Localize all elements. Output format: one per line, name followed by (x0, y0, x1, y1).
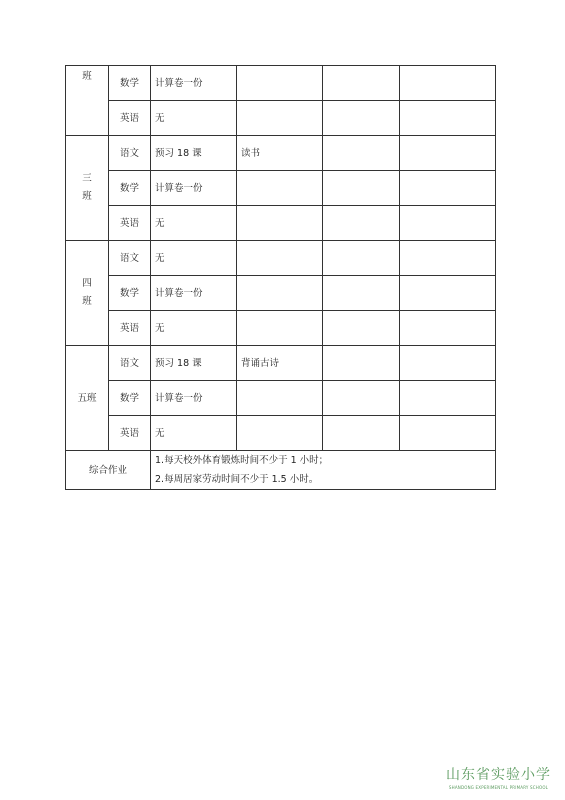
task-cell: 计算卷一份 (151, 171, 237, 206)
subject-cell: 数学 (109, 66, 151, 101)
subject-cell: 数学 (109, 171, 151, 206)
extra-task-cell: 读书 (237, 136, 323, 171)
comprehensive-body (151, 451, 496, 490)
empty-cell (323, 206, 400, 241)
table-row (66, 136, 496, 171)
task-cell: 预习 18 课 (151, 346, 237, 381)
empty-cell (400, 136, 496, 171)
subject-cell: 英语 (109, 206, 151, 241)
table-row (66, 451, 496, 490)
empty-cell (237, 206, 323, 241)
empty-cell (400, 241, 496, 276)
class-label: 班 (82, 296, 92, 307)
empty-cell (323, 171, 400, 206)
empty-cell (237, 171, 323, 206)
task-cell: 计算卷一份 (151, 66, 237, 101)
class-cell (66, 346, 109, 451)
class-cell (66, 241, 109, 346)
homework-table (65, 65, 496, 490)
class-cell (66, 136, 109, 241)
empty-cell (400, 416, 496, 451)
task-cell: 预习 18 课 (151, 136, 237, 171)
empty-cell (400, 206, 496, 241)
subject-cell: 英语 (109, 101, 151, 136)
table-row (66, 171, 496, 206)
school-logo (446, 764, 551, 790)
task-cell: 无 (151, 101, 237, 136)
class-label: 班 (82, 71, 92, 82)
table-row (66, 416, 496, 451)
empty-cell (237, 381, 323, 416)
table-row (66, 206, 496, 241)
empty-cell (400, 311, 496, 346)
empty-cell (400, 101, 496, 136)
class-label: 三 (82, 173, 92, 184)
comprehensive-label: 综合作业 (66, 451, 151, 490)
empty-cell (237, 276, 323, 311)
empty-cell (400, 346, 496, 381)
comprehensive-line: 1.每天校外体育锻炼时间不少于 1 小时； (155, 455, 329, 466)
empty-cell (323, 346, 400, 381)
empty-cell (323, 381, 400, 416)
empty-cell (400, 66, 496, 101)
class-cell (66, 66, 109, 136)
table-row (66, 66, 496, 101)
empty-cell (323, 416, 400, 451)
class-label: 四 (82, 278, 92, 289)
empty-cell (400, 276, 496, 311)
table-row (66, 381, 496, 416)
subject-cell: 语文 (109, 241, 151, 276)
task-cell: 无 (151, 311, 237, 346)
school-logo-name: 山东省实验小学 (446, 767, 551, 783)
subject-cell: 英语 (109, 311, 151, 346)
empty-cell (237, 66, 323, 101)
empty-cell (323, 66, 400, 101)
empty-cell (237, 241, 323, 276)
table-row (66, 346, 496, 381)
table-row (66, 101, 496, 136)
extra-task-cell: 背诵古诗 (237, 346, 323, 381)
empty-cell (237, 311, 323, 346)
task-cell: 计算卷一份 (151, 381, 237, 416)
empty-cell (237, 101, 323, 136)
table-row (66, 311, 496, 346)
task-cell: 无 (151, 206, 237, 241)
empty-cell (237, 416, 323, 451)
empty-cell (400, 171, 496, 206)
task-cell: 无 (151, 416, 237, 451)
class-label: 五班 (77, 392, 97, 404)
task-cell: 无 (151, 241, 237, 276)
class-label: 班 (82, 191, 92, 202)
school-logo-english: SHANDONG EXPERIMENTAL PRIMARY SCHOOL (448, 785, 549, 790)
empty-cell (323, 311, 400, 346)
subject-cell: 数学 (109, 276, 151, 311)
table-row (66, 276, 496, 311)
subject-cell: 英语 (109, 416, 151, 451)
empty-cell (323, 101, 400, 136)
subject-cell: 语文 (109, 136, 151, 171)
empty-cell (323, 241, 400, 276)
empty-cell (400, 381, 496, 416)
subject-cell: 数学 (109, 381, 151, 416)
comprehensive-line: 2.每周居家劳动时间不少于 1.5 小时。 (155, 474, 319, 485)
task-cell: 计算卷一份 (151, 276, 237, 311)
subject-cell: 语文 (109, 346, 151, 381)
empty-cell (323, 276, 400, 311)
empty-cell (323, 136, 400, 171)
table-row (66, 241, 496, 276)
